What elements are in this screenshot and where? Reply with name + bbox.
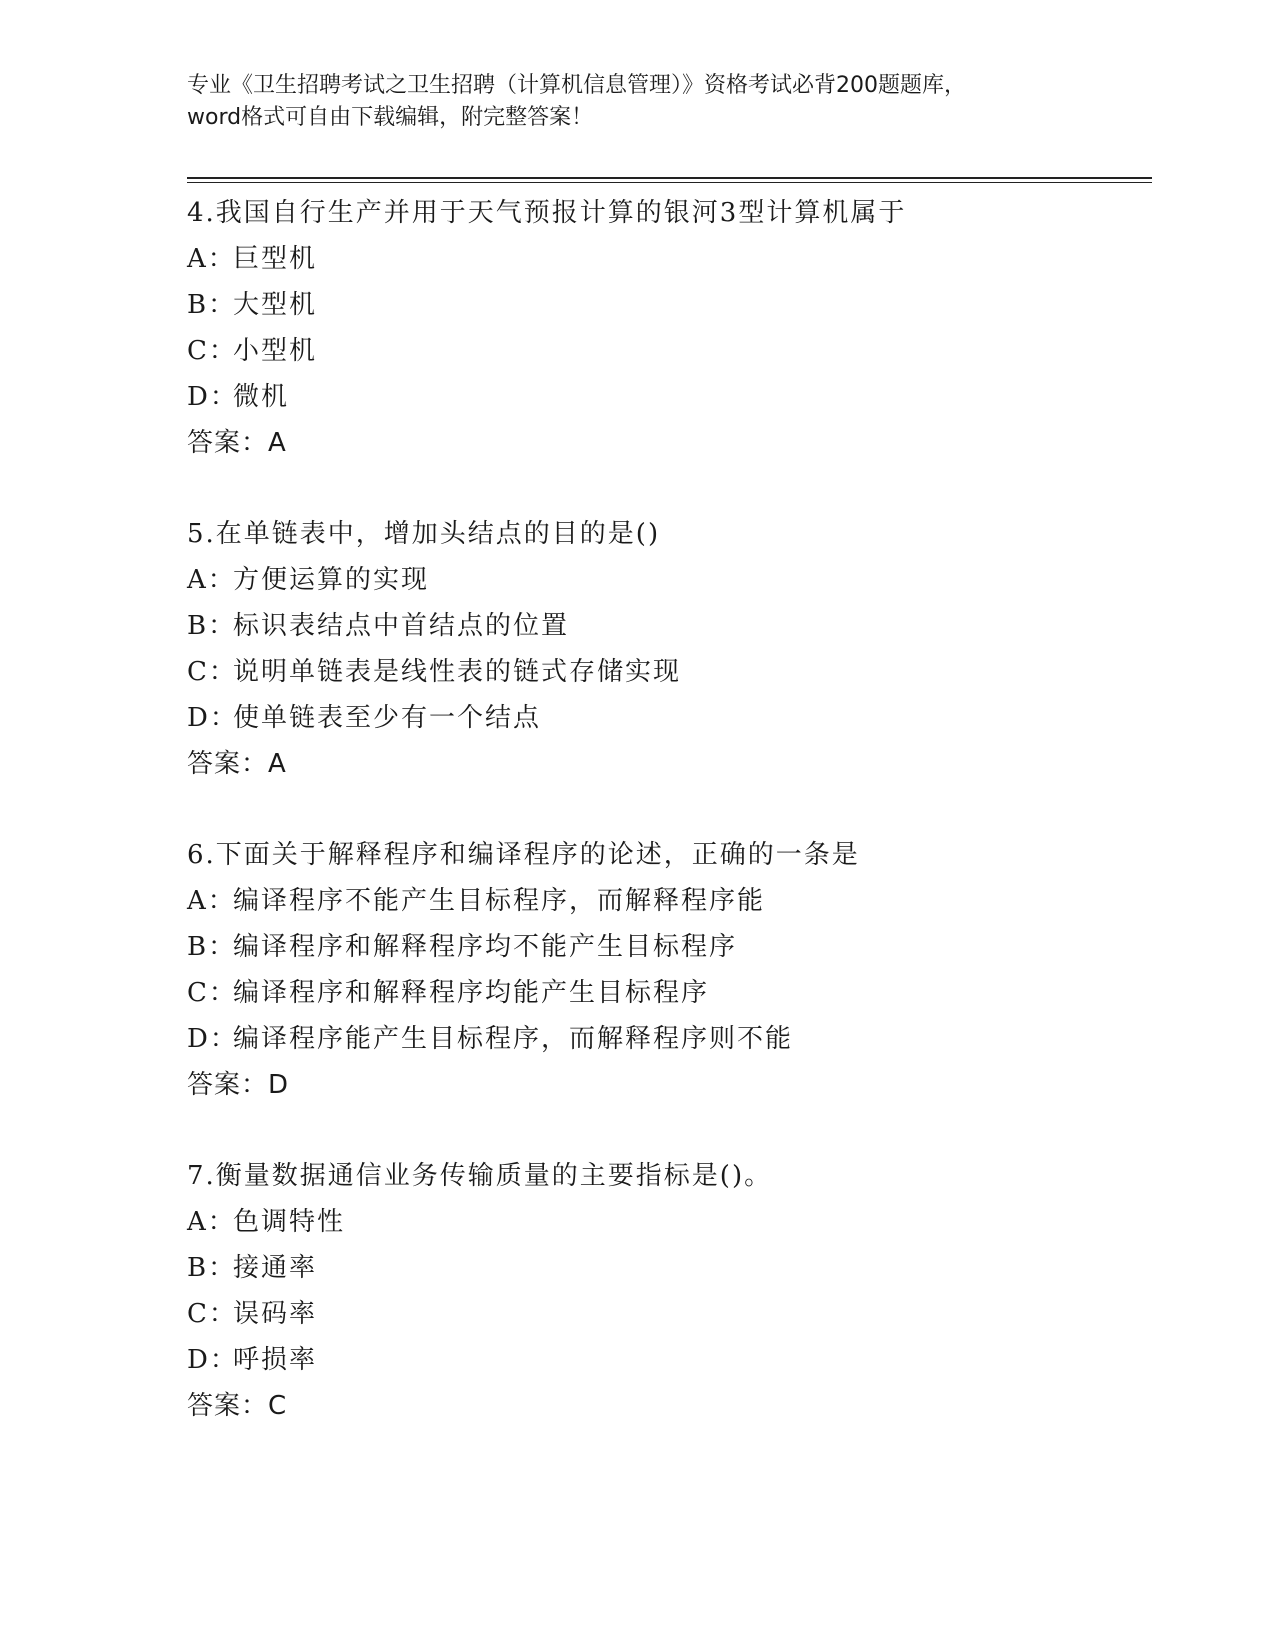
option-a (187, 557, 1147, 603)
option-c (187, 328, 1147, 374)
option-letter: C： (187, 978, 237, 1008)
option-letter: B： (187, 1253, 237, 1283)
option-text: 大型机 (233, 290, 318, 320)
option-text: 巨型机 (233, 244, 318, 274)
answer-line: 答案：A (187, 428, 287, 458)
option-letter: A： (187, 244, 236, 274)
question-6 (187, 832, 1147, 1108)
option-letter: A： (187, 886, 236, 916)
option-text: 方便运算的实现 (233, 565, 430, 595)
document-header (187, 70, 1087, 134)
question-5 (187, 511, 1147, 787)
option-letter: D： (187, 703, 238, 733)
option-a (187, 1199, 1147, 1245)
question-stem: 4.我国自行生产并用于天气预报计算的银河3型计算机属于 (187, 198, 907, 228)
option-letter: D： (187, 382, 238, 412)
option-a (187, 878, 1147, 924)
option-text: 标识表结点中首结点的位置 (233, 611, 570, 641)
option-letter: B： (187, 932, 237, 962)
option-b (187, 603, 1147, 649)
option-letter: D： (187, 1345, 238, 1375)
option-text: 编译程序和解释程序均不能产生目标程序 (233, 932, 738, 962)
option-text: 色调特性 (233, 1207, 346, 1237)
option-b (187, 282, 1147, 328)
option-text: 编译程序和解释程序均能产生目标程序 (233, 978, 710, 1008)
option-text: 微机 (233, 382, 290, 412)
header-line-2: word格式可自由下载编辑，附完整答案！ (187, 105, 594, 130)
option-letter: C： (187, 336, 237, 366)
answer-line: 答案：D (187, 1070, 290, 1100)
option-letter: A： (187, 1207, 236, 1237)
header-divider-thick (187, 177, 1152, 179)
question-stem: 6.下面关于解释程序和编译程序的论述，正确的一条是 (187, 840, 860, 870)
option-text: 呼损率 (233, 1345, 318, 1375)
option-c (187, 970, 1147, 1016)
option-letter: C： (187, 657, 237, 687)
option-d (187, 695, 1147, 741)
answer-line: 答案：C (187, 1391, 288, 1421)
question-7 (187, 1153, 1147, 1429)
option-b (187, 1245, 1147, 1291)
option-letter: C： (187, 1299, 237, 1329)
option-letter: D： (187, 1024, 238, 1054)
option-text: 说明单链表是线性表的链式存储实现 (233, 657, 682, 687)
option-letter: B： (187, 290, 237, 320)
answer-line: 答案：A (187, 749, 287, 779)
question-4 (187, 190, 1147, 466)
question-stem: 5.在单链表中，增加头结点的目的是() (187, 519, 661, 549)
option-text: 编译程序能产生目标程序，而解释程序则不能 (233, 1024, 794, 1054)
option-b (187, 924, 1147, 970)
option-d (187, 1337, 1147, 1383)
option-text: 接通率 (233, 1253, 318, 1283)
option-c (187, 1291, 1147, 1337)
header-line-1: 专业《卫生招聘考试之卫生招聘（计算机信息管理）》资格考试必背200题题库， (187, 73, 966, 98)
option-d (187, 1016, 1147, 1062)
option-text: 编译程序不能产生目标程序，而解释程序能 (233, 886, 766, 916)
option-text: 小型机 (233, 336, 318, 366)
option-text: 误码率 (233, 1299, 318, 1329)
option-letter: A： (187, 565, 236, 595)
question-stem: 7.衡量数据通信业务传输质量的主要指标是()。 (187, 1161, 773, 1191)
option-text: 使单链表至少有一个结点 (233, 703, 542, 733)
option-a (187, 236, 1147, 282)
question-list (187, 190, 1147, 1474)
header-divider-thin (187, 182, 1152, 183)
option-letter: B： (187, 611, 237, 641)
option-d (187, 374, 1147, 420)
option-c (187, 649, 1147, 695)
